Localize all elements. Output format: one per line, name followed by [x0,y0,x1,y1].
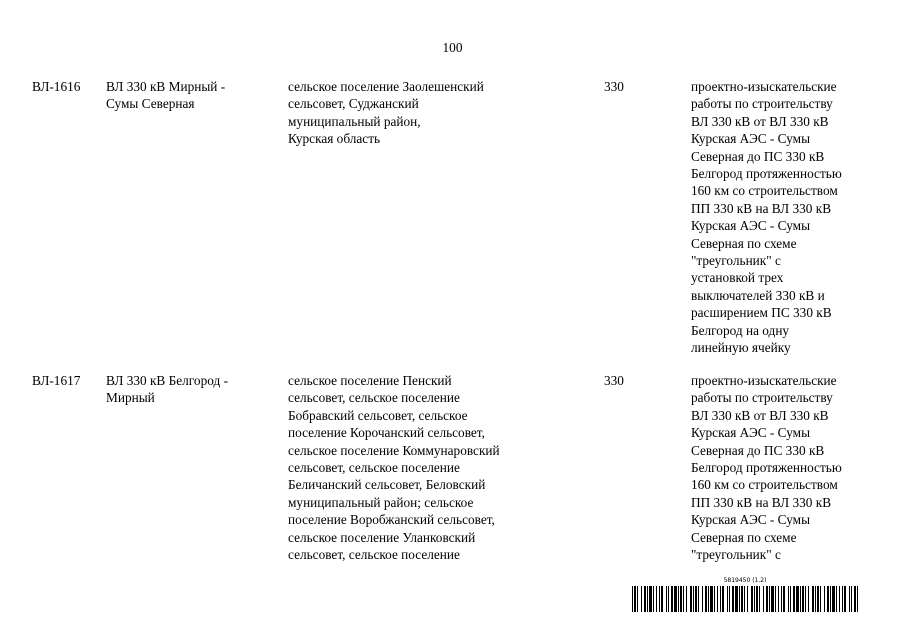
barcode-bar [766,586,768,612]
barcode-bar [759,586,760,612]
barcode-bar [722,586,724,612]
location-text: сельское поселение Уланковский [288,529,476,545]
barcode-bar [839,586,840,612]
barcode-bar [812,586,814,612]
purpose-text: "треугольник" с [691,253,781,269]
line-name-text: ВЛ 330 кВ Мирный - [106,79,226,94]
barcode-bar [637,586,638,612]
location-text: сельское поселение Заолешенский [288,79,484,94]
barcode-bar [763,586,764,612]
barcode-bar [702,586,703,612]
location-text: Курская область [288,131,381,147]
barcode-bar [693,586,694,612]
purpose-text: Северная по схеме [691,529,797,545]
barcode-bar [849,586,850,612]
barcode-bar [775,586,776,612]
purpose-text: 160 км со строительством [691,183,838,199]
purpose-text: Белгород протяженностью [691,460,842,476]
barcode-bar [653,586,654,612]
barcode-bar [714,586,715,612]
purpose-text: 160 км со строительством [691,477,838,493]
location-text: сельское поселение Коммунаровский [288,442,500,458]
barcode-bar [647,586,648,612]
barcode-bar [668,586,669,612]
barcode-bar [824,586,825,612]
barcode-bar [827,586,829,612]
line-name-text: ВЛ 330 кВ Белгород - [106,373,229,388]
barcode-bar [857,586,858,612]
barcode-bar [747,586,748,612]
barcode-bar [680,586,682,612]
line-name-text: Сумы Северная [106,96,195,112]
barcode-label: 5819450 (1.2) [723,577,767,584]
barcode-bar [817,586,819,612]
barcode-bar [690,586,692,612]
purpose-text: линейную ячейку [691,340,791,356]
barcode-bar [729,586,730,612]
barcode-bar [844,586,846,612]
barcode-bar [632,586,633,612]
purpose [691,78,876,357]
purpose-text: расширением ПС 330 кВ [691,305,832,321]
barcode-bar [756,586,758,612]
purpose-text: Курская АЭС - Сумы [691,425,811,441]
barcode-bar [686,586,687,612]
purpose-text: Северная до ПС 330 кВ [691,442,825,458]
barcode-bar [674,586,677,612]
barcode-bar [661,586,663,612]
location [288,372,538,563]
line-name [106,78,271,113]
barcode-bar [771,586,774,612]
barcode-bar [781,586,782,612]
purpose-text: проектно-изыскательские [691,79,837,94]
barcode-bar [832,586,835,612]
purpose [691,372,876,563]
line-name [106,372,271,407]
barcode-bar [710,586,713,612]
barcode-bar [732,586,734,612]
barcode-bar [769,586,770,612]
barcode-bar [854,586,856,612]
purpose-text: Курская АЭС - Сумы [691,131,811,147]
purpose-text: "треугольник" с [691,547,781,563]
barcode-bar [851,586,852,612]
purpose-text: ПП 330 кВ на ВЛ 330 кВ [691,494,832,510]
barcode-bar [705,586,707,612]
barcode [632,577,858,613]
purpose-text: ВЛ 330 кВ от ВЛ 330 кВ [691,407,829,423]
location-text: Бобравский сельсовет, сельское [288,407,468,423]
purpose-text: работы по строительству [691,390,833,406]
purpose-text: установкой трех [691,270,784,286]
page-number: 100 [442,40,463,55]
barcode-bar [800,586,801,612]
barcode-bar [802,586,804,612]
barcode-bar [698,586,699,612]
barcode-bar [796,586,799,612]
barcode-bar [754,586,755,612]
location-text: сельсовет, сельское поселение [288,460,460,476]
purpose-text: Северная по схеме [691,235,797,251]
barcode-graphic [632,586,858,612]
barcode-bar [659,586,660,612]
barcode-bar [836,586,837,612]
barcode-bar [666,586,667,612]
barcode-bar [741,586,743,612]
purpose-text: Курская АЭС - Сумы [691,218,811,234]
location-text: сельсовет, сельское поселение [288,547,460,563]
voltage: 330 [604,373,624,388]
barcode-bar [778,586,779,612]
location-text: муниципальный район; сельское [288,494,474,510]
barcode-bar [641,586,642,612]
barcode-bar [793,586,795,612]
location-text: поселение Воробжанский сельсовет, [288,512,495,528]
line-id: ВЛ-1617 [32,373,81,388]
barcode-bar [683,586,684,612]
barcode-bar [744,586,745,612]
line-name-text: Мирный [106,390,155,406]
location-text: поселение Корочанский сельсовет, [288,425,485,441]
barcode-bar [735,586,738,612]
barcode-bar [678,586,679,612]
location-text: сельсовет, сельское поселение [288,390,460,406]
purpose-text: Северная до ПС 330 кВ [691,148,825,164]
voltage: 330 [604,79,624,94]
barcode-bar [634,586,636,612]
barcode-bar [783,586,785,612]
barcode-bar [717,586,718,612]
barcode-bar [815,586,816,612]
location-text: сельсовет, Суджанский [288,96,419,112]
location-text: Беличанский сельсовет, Беловский [288,477,486,493]
barcode-bar [842,586,843,612]
location-text: муниципальный район, [288,113,421,129]
purpose-text: Белгород протяженностью [691,166,842,182]
location [288,78,538,148]
purpose-text: ПП 330 кВ на ВЛ 330 кВ [691,200,832,216]
barcode-bar [820,586,821,612]
barcode-bar [727,586,728,612]
barcode-bar [830,586,831,612]
barcode-bar [708,586,709,612]
line-id: ВЛ-1616 [32,79,81,94]
barcode-bar [649,586,652,612]
purpose-text: выключателей 330 кВ и [691,287,825,303]
barcode-bar [751,586,753,612]
barcode-bar [805,586,806,612]
purpose-text: проектно-изыскательские [691,373,837,388]
barcode-bar [720,586,721,612]
barcode-bar [808,586,809,612]
purpose-text: ВЛ 330 кВ от ВЛ 330 кВ [691,113,829,129]
barcode-bar [695,586,697,612]
purpose-text: работы по строительству [691,96,833,112]
barcode-bar [788,586,789,612]
location-text: сельское поселение Пенский [288,373,452,388]
purpose-text: Курская АЭС - Сумы [691,512,811,528]
barcode-bar [644,586,646,612]
barcode-bar [790,586,791,612]
purpose-text: Белгород на одну [691,322,790,338]
barcode-bar [656,586,657,612]
barcode-bar [739,586,740,612]
barcode-bar [671,586,673,612]
